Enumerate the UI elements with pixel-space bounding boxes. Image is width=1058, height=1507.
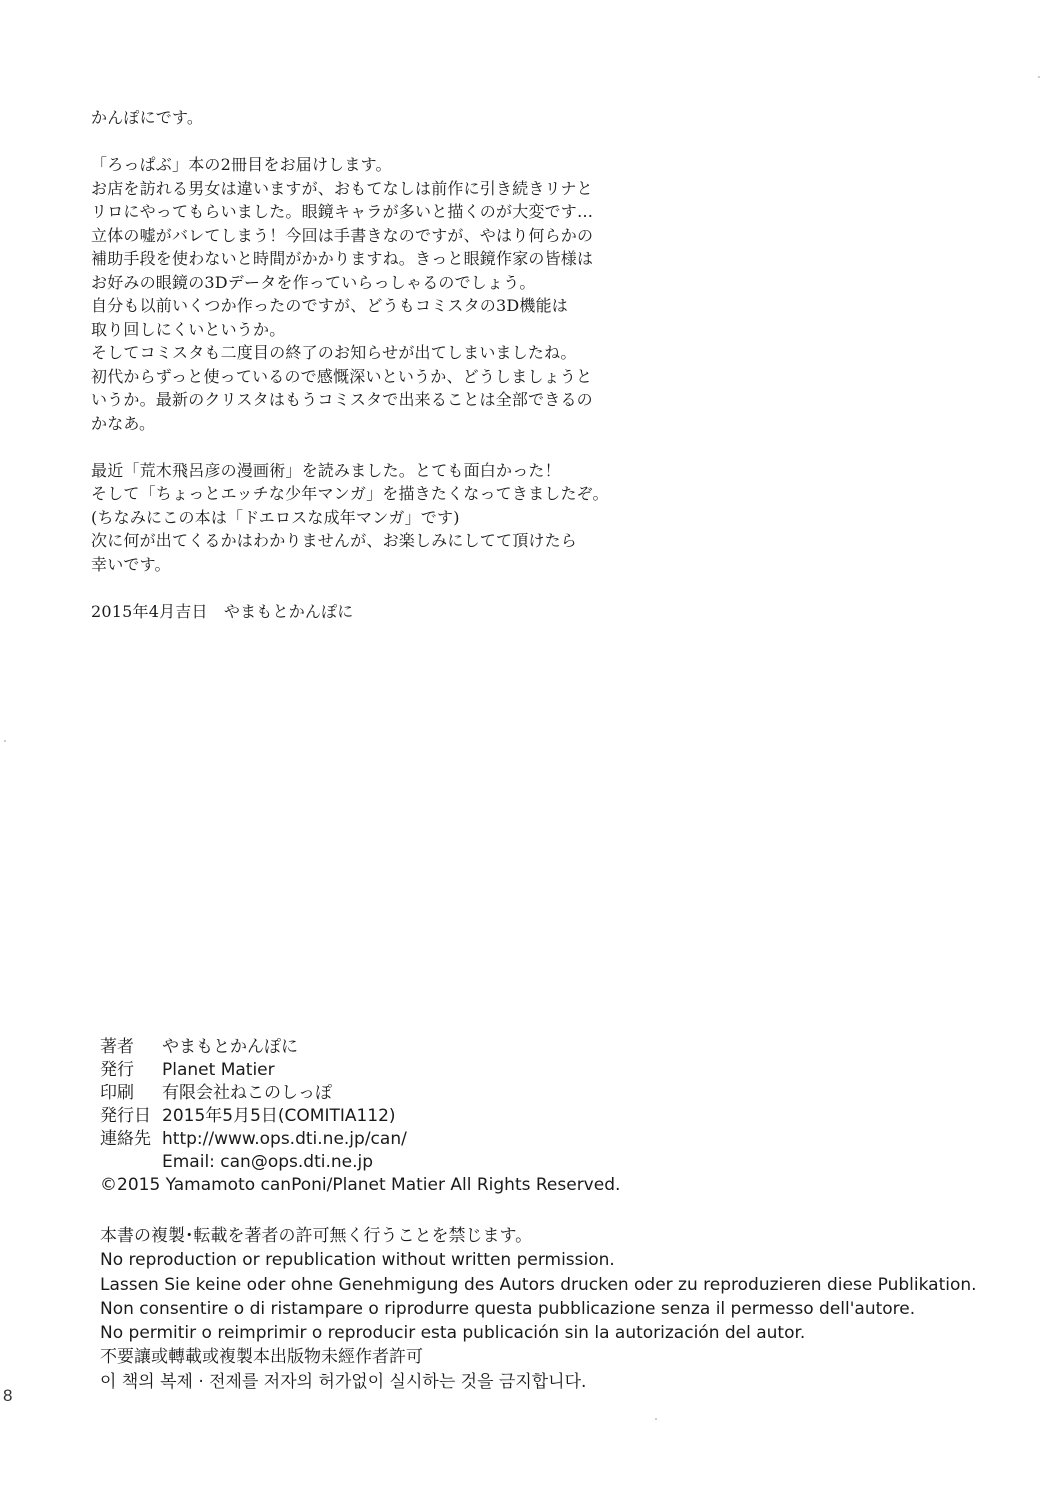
afterword-line: 初代からずっと使っているので感慨深いというか、どうしましょうと: [91, 366, 593, 386]
afterword-paragraph-2: [91, 459, 651, 577]
colophon-author-row: [100, 1036, 620, 1059]
printer-value: 有限会社ねこのしっぽ: [162, 1083, 332, 1103]
afterword-line: お好みの眼鏡の3Dデータを作っていらっしゃるのでしょう。: [91, 272, 536, 292]
afterword: [91, 106, 651, 639]
page-number: 8: [3, 1386, 13, 1405]
afterword-line: いうか。最新のクリスタはもうコミスタで出来ることは全部できるの: [91, 390, 593, 409]
afterword-line: 補助手段を使わないと時間がかかりますね。きっと眼鏡作家の皆様は: [91, 249, 594, 268]
reproduction-notice: [100, 1224, 977, 1394]
author-label: 著者: [100, 1037, 134, 1057]
notice-japanese: 本書の複製･転載を著者の許可無く行うことを禁じます。: [100, 1226, 533, 1246]
publisher-value: Planet Matier: [162, 1060, 275, 1080]
notice-german: Lassen Sie keine oder ohne Genehmigung des Autors drucken oder zu reproduzieren diese Publikation.: [100, 1274, 977, 1295]
afterword-paragraph-1: [91, 153, 651, 435]
afterword-line: 最近「荒木飛呂彦の漫画術」を読みました。とても面白かった！: [91, 460, 561, 480]
scan-speck: [655, 1418, 657, 1420]
colophon: [100, 1036, 620, 1197]
afterword-line: 立体の嘘がバレてしまう！今回は手書きなのですが、やはり何らかの: [91, 225, 594, 245]
afterword-line: お店を訪れる男女は違いますが、おもてなしは前作に引き続きリナと: [91, 178, 593, 198]
date-value: 2015年5月5日(COMITIA112): [162, 1106, 396, 1126]
afterword-line: 幸いです。: [91, 554, 171, 574]
afterword-line: 「ろっぱぶ」本の2冊目をお届けします。: [91, 155, 392, 174]
notice-korean: 이 책의 복제 · 전제를 저자의 허가없이 실시하는 것을 금지합니다.: [100, 1371, 587, 1392]
afterword-line: 次に何が出てくるかはわかりませんが、お楽しみにしてて頂けたら: [91, 531, 578, 550]
scan-speck: [1038, 76, 1040, 78]
afterword-line: (ちなみにこの本は「ドエロスな成年マンガ」です): [91, 507, 460, 527]
afterword-signoff: 2015年4月吉日 やまもとかんぽに: [91, 601, 354, 621]
afterword-line: リロにやってもらいました。眼鏡キャラが多いと描くのが大変です…: [91, 202, 594, 221]
contact-url: http://www.ops.dti.ne.jp/can/: [162, 1129, 407, 1149]
publisher-label: 発行: [100, 1060, 134, 1080]
afterword-line: そして「ちょっとエッチな少年マンガ」を描きたくなってきましたぞ。: [91, 484, 609, 503]
contact-email: Email: can@ops.dti.ne.jp: [162, 1152, 374, 1172]
notice-english: No reproduction or republication without written permission.: [100, 1250, 615, 1271]
copyright-line: ©2015 Yamamoto canPoni/Planet Matier All Rights Reserved.: [100, 1175, 621, 1195]
notice-chinese: 不要讓或轉載或複製本出版物未經作者許可: [100, 1347, 423, 1368]
afterword-line: 自分も以前いくつか作ったのですが、どうもコミスタの3D機能は: [91, 296, 569, 315]
colophon-printer-row: [100, 1082, 620, 1105]
date-label: 発行日: [100, 1106, 151, 1126]
notice-italian: Non consentire o di ristampare o riprodurre questa pubblicazione senza il permesso dell'autore.: [100, 1298, 916, 1319]
contact-label: 連絡先: [100, 1129, 151, 1149]
colophon-contact-row: [100, 1128, 620, 1151]
colophon-date-row: [100, 1105, 620, 1128]
printer-label: 印刷: [100, 1083, 134, 1103]
afterword-line: かなあ。: [91, 413, 156, 433]
author-value: やまもとかんぽに: [162, 1037, 298, 1057]
notice-spanish: No permitir o reimprimir o reproducir esta publicación sin la autorización del autor.: [100, 1323, 806, 1344]
colophon-email-row: [100, 1151, 620, 1174]
colophon-publisher-row: [100, 1059, 620, 1082]
scan-speck: [4, 740, 6, 742]
afterword-greeting: かんぽにです。: [91, 108, 204, 127]
afterword-line: そしてコミスタも二度目の終了のお知らせが出てしまいましたね。: [91, 343, 577, 362]
afterword-line: 取り回しにくいというか。: [91, 319, 286, 339]
